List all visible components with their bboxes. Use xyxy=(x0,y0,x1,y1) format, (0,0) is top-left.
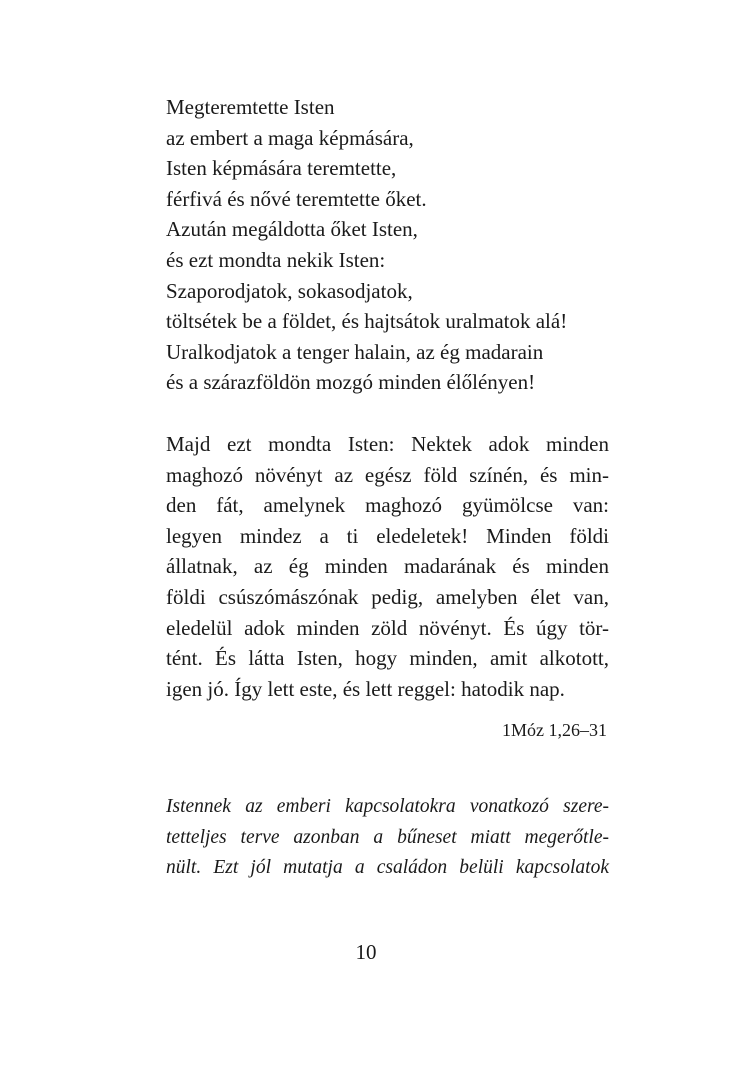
poem-line: Megteremtette Isten xyxy=(166,95,335,119)
poem-line: Szaporodjatok, sokasodjatok, xyxy=(166,278,413,303)
commentary-line: Istennek az emberi kapcsolatokra vonatkozó szere- xyxy=(166,796,609,818)
poem-line: és ezt mondta nekik Isten: xyxy=(166,247,386,272)
prose-line: földi csúszómászónak pedig, amelyben élet van, xyxy=(166,584,609,609)
poem-line: Isten képmására teremtette, xyxy=(166,156,397,181)
prose-line: igen jó. Így lett este, és lett reggel: hatodik nap. xyxy=(166,676,565,701)
commentary-paragraph xyxy=(166,792,609,884)
page-content xyxy=(166,92,609,884)
scripture-poem xyxy=(166,92,609,398)
poem-line: az embert a maga képmására, xyxy=(166,125,414,150)
prose-line: Majd ezt mondta Isten: Nektek adok minden xyxy=(166,431,609,456)
page-number: 10 xyxy=(355,940,377,964)
prose-line: legyen mindez a ti eledeletek! Minden földi xyxy=(166,523,609,548)
poem-line: férfivá és nővé teremtette őket. xyxy=(166,186,427,211)
prose-line: állatnak, az ég minden madarának és minden xyxy=(166,554,609,579)
poem-line: töltsétek be a földet, és hajtsátok uralmatok alá! xyxy=(166,309,568,334)
scripture-reference: 1Móz 1,26–31 xyxy=(502,720,607,741)
poem-line: Azután megáldotta őket Isten, xyxy=(166,217,418,242)
prose-line: tént. És látta Isten, hogy minden, amit alkotott, xyxy=(166,646,609,671)
prose-line: eledelül adok minden zöld növényt. És úgy tör- xyxy=(166,615,609,640)
commentary-line: nült. Ezt jól mutatja a családon belüli kapcsolatok xyxy=(166,857,609,879)
prose-line: maghozó növényt az egész föld színén, és min- xyxy=(166,462,609,487)
commentary-line: tetteljes terve azonban a bűneset miatt megerőtle- xyxy=(166,826,609,848)
poem-line: és a szárazföldön mozgó minden élőlényen! xyxy=(166,370,536,395)
poem-line: Uralkodjatok a tenger halain, az ég madarain xyxy=(166,339,544,364)
prose-line: den fát, amelynek maghozó gyümölcse van: xyxy=(166,493,609,518)
scripture-prose xyxy=(166,429,609,704)
